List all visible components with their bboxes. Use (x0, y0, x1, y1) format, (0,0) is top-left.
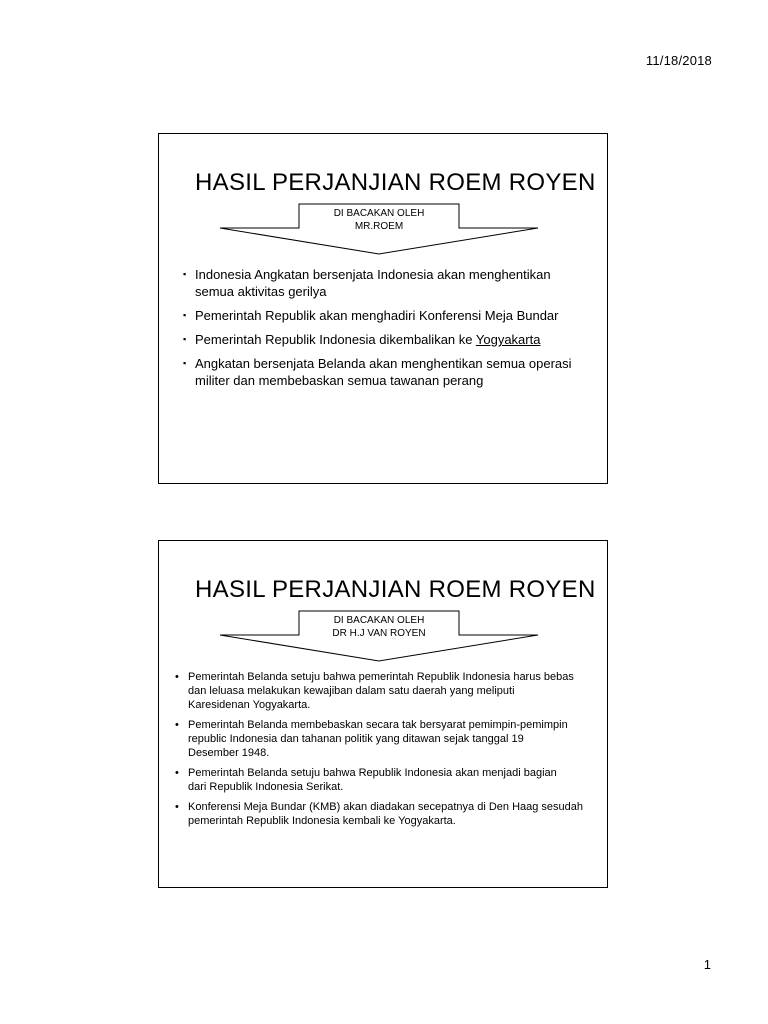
square-bullet-icon: ▪ (183, 358, 187, 368)
arrow-label-line: DR H.J VAN ROYEN (332, 628, 426, 639)
bullet-item (175, 718, 595, 760)
bullet-line: Pemerintah Belanda membebaskan secara tak bersyarat pemimpin-pemimpin (188, 719, 568, 731)
bullet-line: Karesidenan Yogyakarta. (188, 699, 311, 711)
slide-2 (158, 540, 608, 888)
bullet-line: Desember 1948. (188, 747, 270, 759)
arrow-label (299, 614, 459, 640)
bullet-line: Angkatan bersenjata Belanda akan menghentikan semua operasi (195, 356, 572, 371)
slide-1 (158, 133, 608, 484)
bullet-list (175, 670, 595, 834)
round-bullet-icon: • (175, 671, 179, 683)
bullet-line: Indonesia Angkatan bersenjata Indonesia akan menghentikan (195, 267, 551, 282)
bullet-line: pemerintah Republik Indonesia kembali ke Yogyakarta. (188, 815, 456, 827)
bullet-line: Konferensi Meja Bundar (KMB) akan diadakan secepatnya di Den Haag sesudah (188, 801, 584, 813)
square-bullet-icon: ▪ (183, 334, 187, 344)
round-bullet-icon: • (175, 801, 179, 813)
yogyakarta-link[interactable]: Yogyakarta (475, 332, 541, 347)
arrow-label-line: DI BACAKAN OLEH (333, 615, 425, 626)
bullet-item (175, 670, 595, 712)
bullet-line: Pemerintah Belanda setuju bahwa pemerintah Republik Indonesia harus bebas (188, 671, 574, 683)
bullet-list (183, 266, 593, 396)
bullet-line: militer dan membebaskan semua tawanan perang (195, 373, 484, 388)
bullet-line: semua aktivitas gerilya (195, 284, 327, 299)
slide-title: HASIL PERJANJIAN ROEM ROYEN (195, 576, 596, 603)
arrow-label-line: MR.ROEM (354, 221, 404, 232)
bullet-line: dari Republik Indonesia Serikat. (188, 781, 344, 793)
bullet-item (183, 331, 593, 348)
bullet-item (175, 800, 595, 828)
bullet-item (183, 355, 593, 389)
square-bullet-icon: ▪ (183, 310, 187, 320)
bullet-line (195, 331, 593, 348)
bullet-line: dan leluasa melakukan kewajiban dalam satu daerah yang meliputi (188, 685, 515, 697)
arrow-label-line: DI BACAKAN OLEH (333, 208, 425, 219)
bullet-item (183, 266, 593, 300)
bullet-line: Pemerintah Republik akan menghadiri Konferensi Meja Bundar (195, 308, 559, 323)
square-bullet-icon: ▪ (183, 269, 187, 279)
bullet-item (183, 307, 593, 324)
bullet-item (175, 766, 595, 794)
slide-title: HASIL PERJANJIAN ROEM ROYEN (195, 169, 596, 196)
page-number: 1 (703, 957, 711, 972)
page-date: 11/18/2018 (645, 53, 712, 68)
arrow-label (299, 207, 459, 233)
bullet-text: Pemerintah Republik Indonesia dikembalikan ke (195, 332, 476, 347)
round-bullet-icon: • (175, 719, 179, 731)
bullet-line: Pemerintah Belanda setuju bahwa Republik Indonesia akan menjadi bagian (188, 767, 557, 779)
round-bullet-icon: • (175, 767, 179, 779)
bullet-line: republic Indonesia dan tahanan politik yang ditawan sejak tanggal 19 (188, 733, 524, 745)
